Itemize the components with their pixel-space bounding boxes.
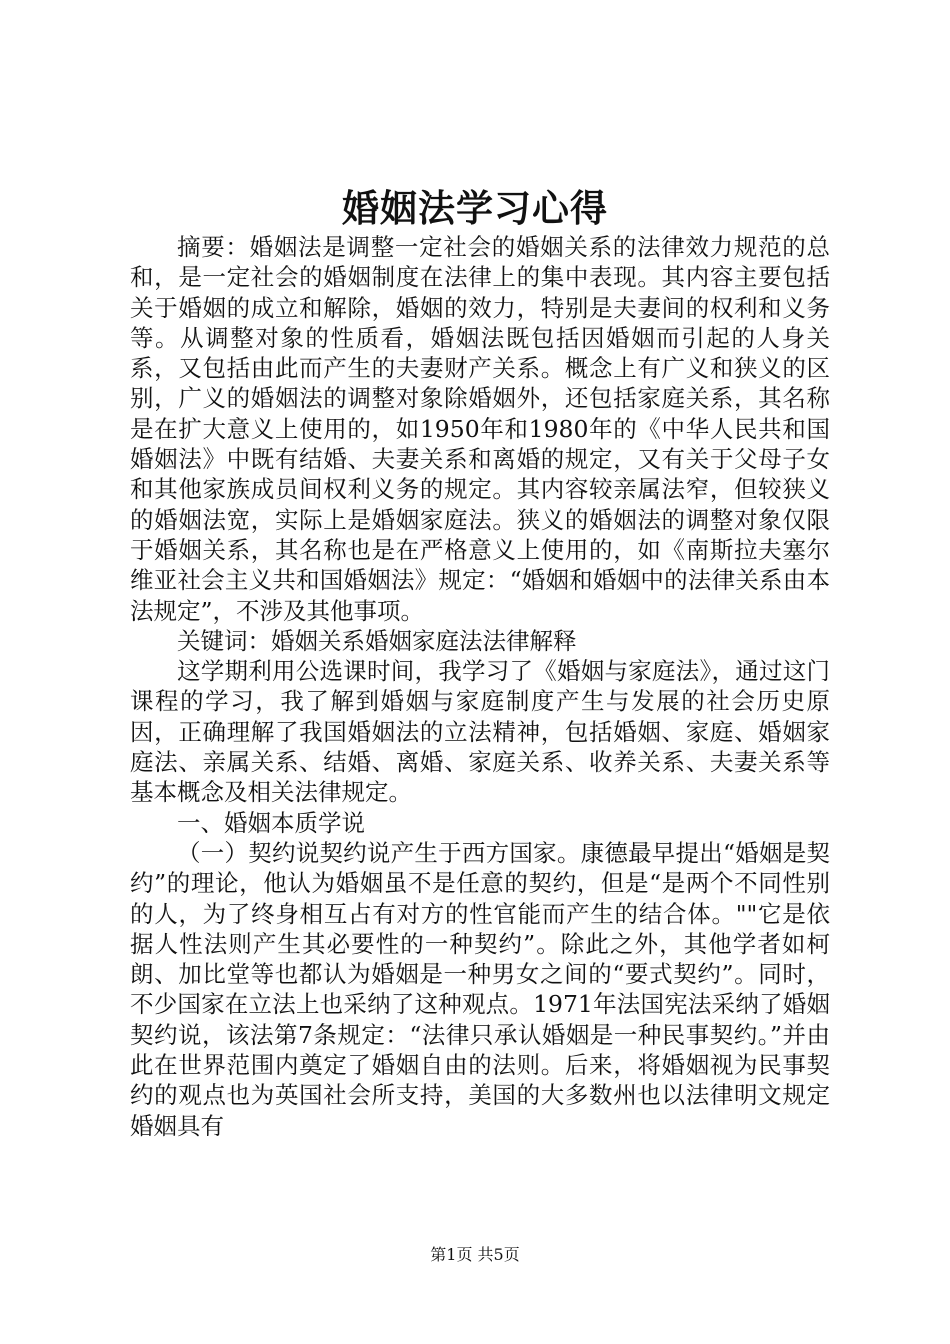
section-heading: 一、婚姻本质学说 bbox=[177, 808, 365, 837]
contract-theory-paragraph: （一）契约说契约说产生于西方国家。康德最早提出“婚姻是契约”的理论，他认为婚姻虽不是任意的契约，但是“是两个不同性别的人，为了终身相互占有对方的性官能而产生的结合体。""它是依据人性法则产生其必要性的一种契约”。除此之外，其他学者如柯朗、加比堂等也都认为婚姻是一种男女之间的“要式契约”。同时，不少国家在立法上也采纳了这种观点。1971年法国宪法采纳了婚姻契约说，该法第7条规定：“法律只承认婚姻是一种民事契约。”并由此在世界范围内奠定了婚姻自由的法则。后来，将婚姻视为民事契约的观点也为英国社会所支持，美国的大多数州也以法律明文规定婚姻具有 bbox=[130, 838, 830, 1140]
keywords-paragraph: 关键词：婚姻关系婚姻家庭法法律解释 bbox=[177, 626, 577, 655]
document-title: 婚姻法学习心得 bbox=[342, 186, 608, 230]
abstract-paragraph: 摘要：婚姻法是调整一定社会的婚姻关系的法律效力规范的总和，是一定社会的婚姻制度在法律上的集中表现。其内容主要包括关于婚姻的成立和解除，婚姻的效力，特别是夫妻间的权利和义务等。从调整对象的性质看，婚姻法既包括因婚姻而引起的人身关系，又包括由此而产生的夫妻财产关系。概念上有广义和狭义的区别，广义的婚姻法的调整对象除婚姻外，还包括家庭关系，其名称是在扩大意义上使用的，如1950年和1980年的《中华人民共和国婚姻法》中既有结婚、夫妻关系和离婚的规定，又有关于父母子女和其他家族成员间权利义务的规定。其内容较亲属法窄，但较狭义的婚姻法宽，实际上是婚姻家庭法。狭义的婚姻法的调整对象仅限于婚姻关系，其名称也是在严格意义上使用的，如《南斯拉夫塞尔维亚社会主义共和国婚姻法》规定：“婚姻和婚姻中的法律关系由本法规定”，不涉及其他事项。 bbox=[130, 233, 830, 625]
document-body bbox=[130, 232, 830, 1141]
page-number-footer: 第1页 共5页 bbox=[430, 1245, 520, 1264]
intro-paragraph: 这学期利用公选课时间，我学习了《婚姻与家庭法》，通过这门课程的学习，我了解到婚姻与家庭制度产生与发展的社会历史原因，正确理解了我国婚姻法的立法精神，包括婚姻、家庭、婚姻家庭法、亲属关系、结婚、离婚、家庭关系、收养关系、夫妻关系等基本概念及相关法律规定。 bbox=[130, 657, 830, 807]
